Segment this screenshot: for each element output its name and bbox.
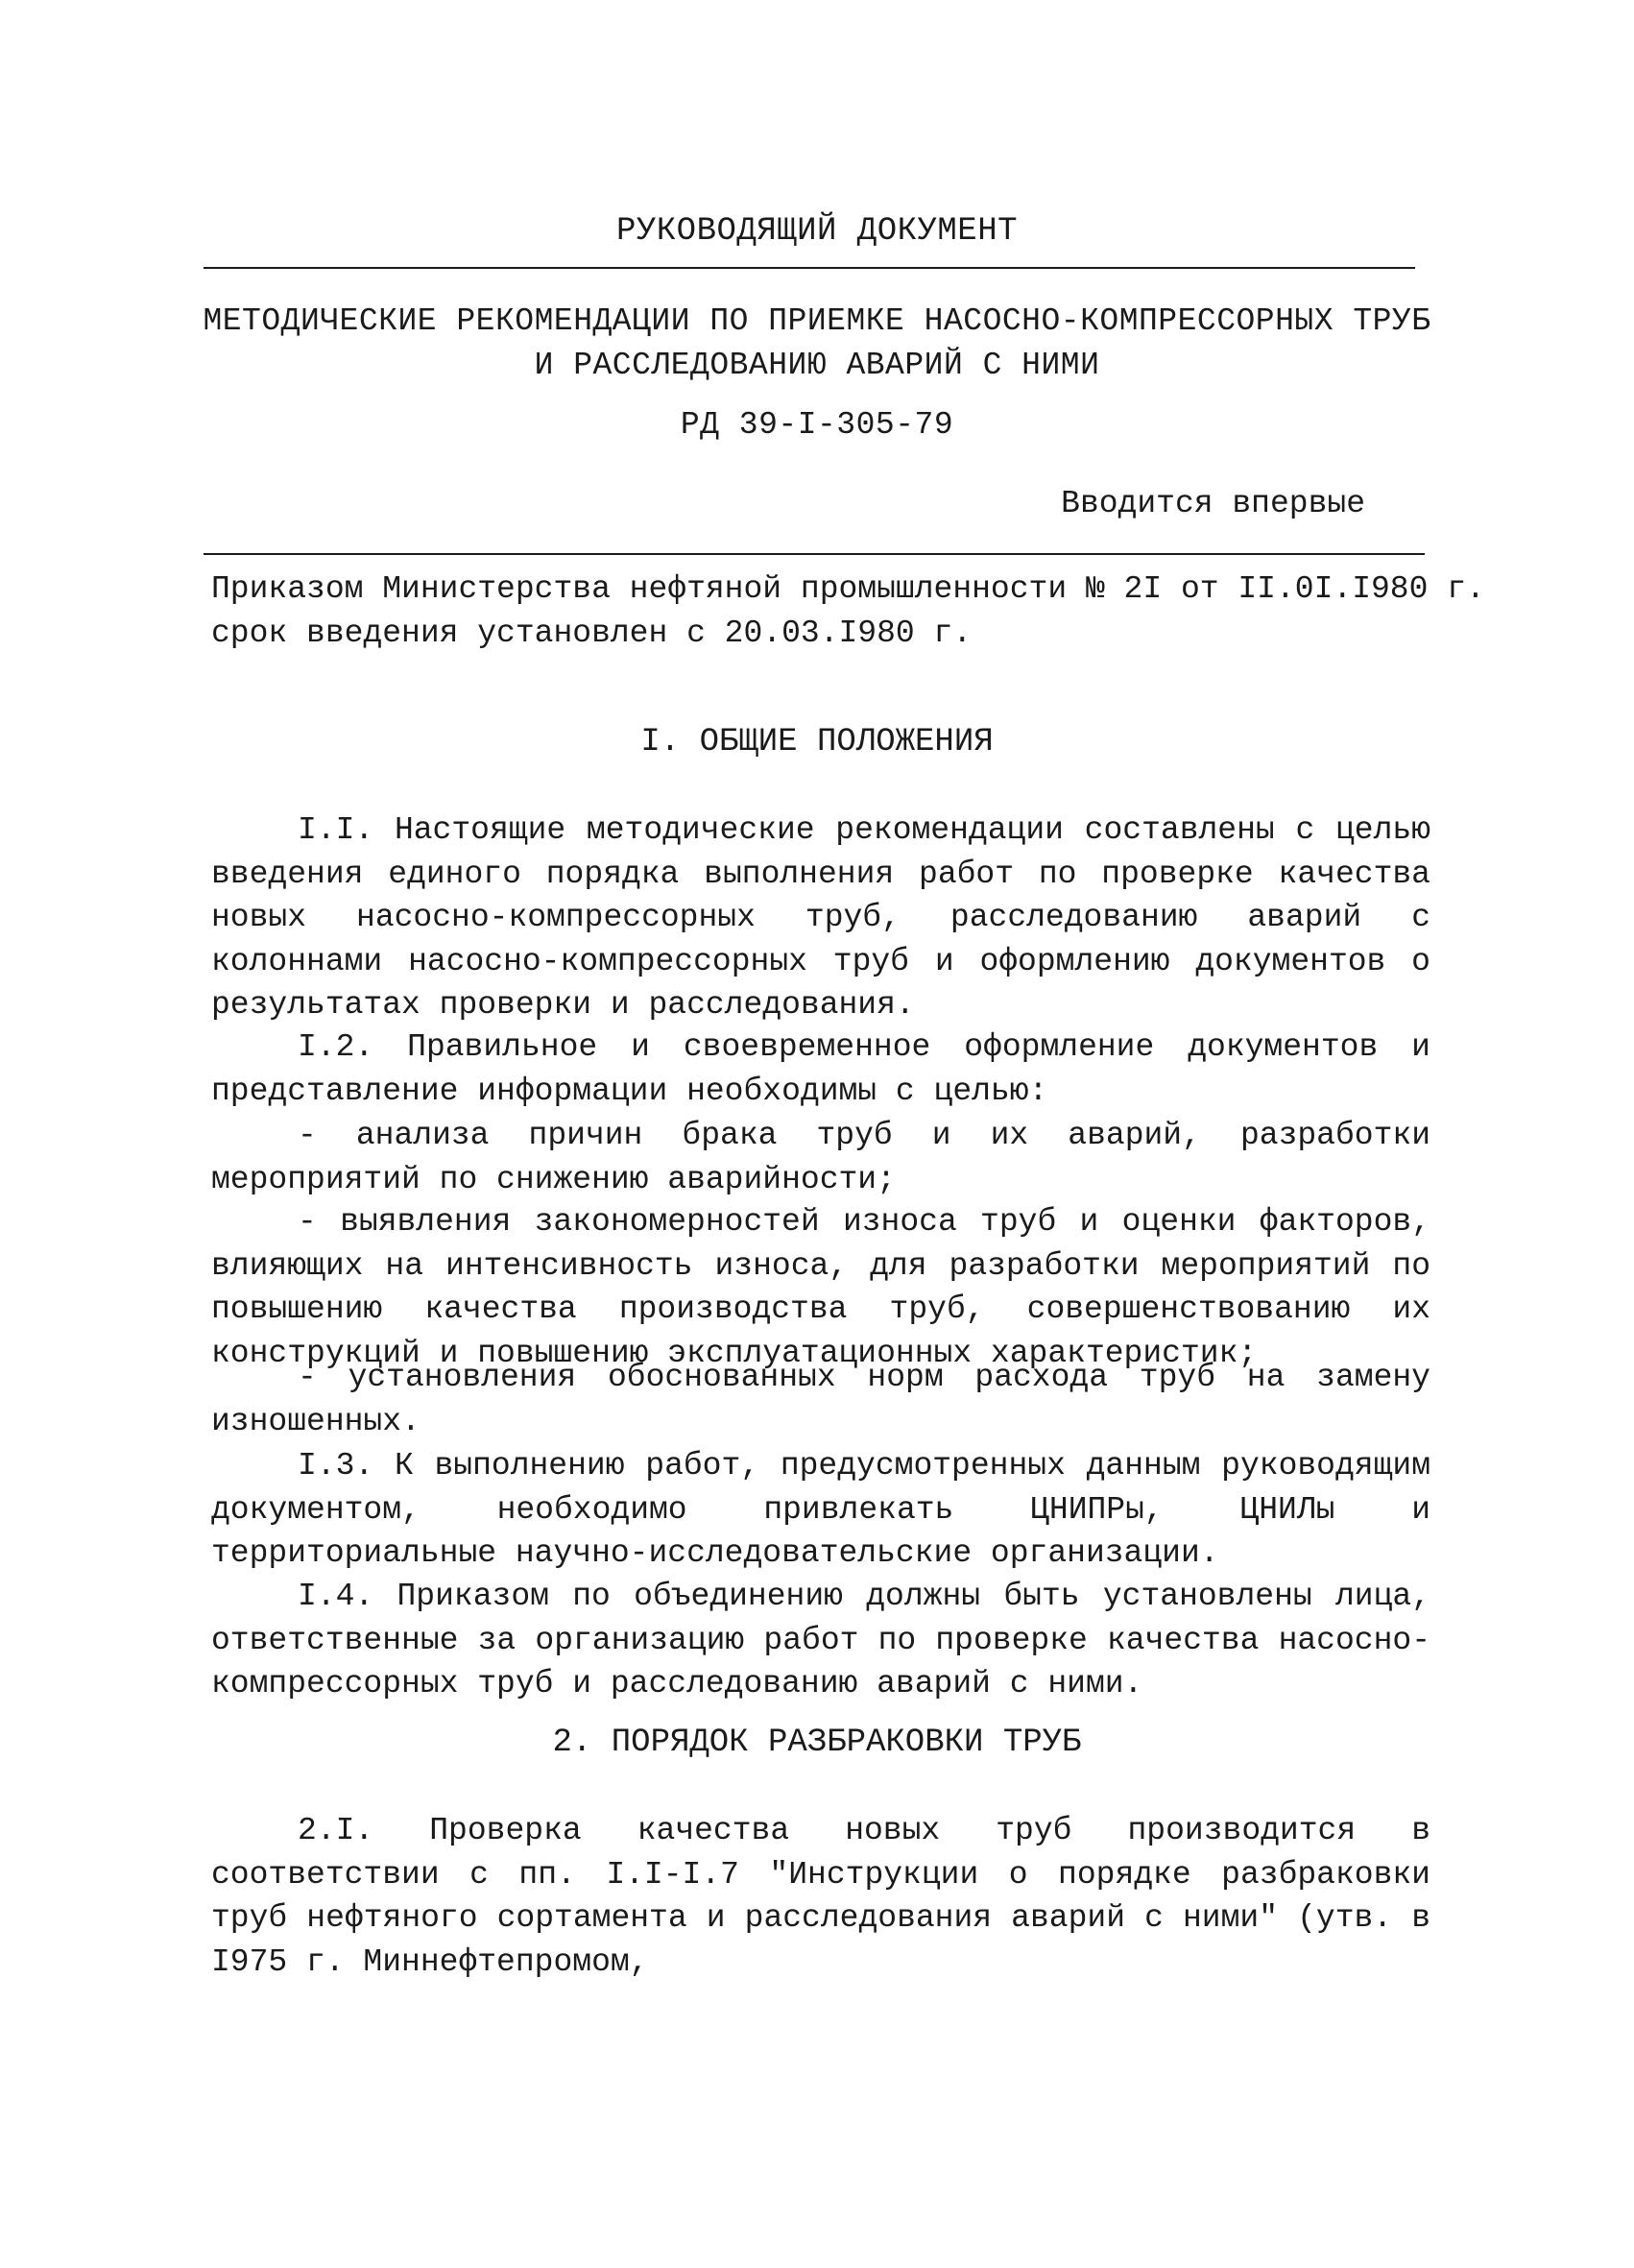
paragraph-1-1: I.I. Настоящие методические рекомендации составлены с целью введения единого порядка выполнения работ по проверке качества новых насосно-компрессорных труб, расследованию аварий с колоннами насосно-компрессорных труб и оформлению документов о результатах проверки и расследования.: [211, 812, 1430, 1023]
paragraph-1-3: I.3. К выполнению работ, предусмотренных данным руководящим документом, необходимо привлекать ЦНИПРы, ЦНИЛы и территориальные научно-исследовательские организации.: [211, 1448, 1430, 1571]
paragraph-2-1: 2.I. Проверка качества новых труб производится в соответствии с пп. I.I-I.7 "Инструкции о порядке разбраковки труб нефтяного сортамента и расследования аварий с ними" (утв. в I975 г. Миннефтепромом,: [211, 1813, 1430, 1980]
document-status: Вводится впервые: [1061, 486, 1365, 521]
order-line-2: срок введения установлен с 20.03.I980 г.: [211, 615, 973, 651]
document-title-line2: И РАССЛЕДОВАНИЮ АВАРИЙ С НИМИ: [534, 348, 1100, 383]
status-divider: [204, 553, 1425, 555]
header-divider: [204, 267, 1415, 269]
paragraph-1-2-item-2: - выявления закономерностей износа труб и оценки факторов, влияющих на интенсивность износа, для разработки мероприятий по повышению качества производства труб, совершенствованию их конструкций и повышению эксплуатационных характеристик;: [211, 1204, 1430, 1371]
document-type-heading: РУКОВОДЯЩИЙ ДОКУМЕНТ: [615, 213, 1019, 250]
section-1-title: I. ОБЩИЕ ПОЛОЖЕНИЯ: [640, 724, 994, 760]
document-code: РД 39-I-305-79: [680, 407, 954, 443]
paragraph-1-4: I.4. Приказом по объединению должны быть установлены лица, ответственные за организацию работ по проверке качества насосно-компрессорных труб и расследованию аварий с ними.: [211, 1579, 1430, 1701]
section-2-title: 2. ПОРЯДОК РАЗБРАКОВКИ ТРУБ: [552, 1725, 1082, 1761]
order-line-1: Приказом Министерства нефтяной промышленности № 2I от II.0I.I980 г.: [211, 571, 1485, 607]
paragraph-1-2-item-3: - установления обоснованных норм расхода труб на замену изношенных.: [211, 1360, 1430, 1439]
paragraph-1-2-item-1: - анализа причин брака труб и их аварий, разработки мероприятий по снижению аварийности;: [211, 1118, 1430, 1197]
paragraph-1-2: I.2. Правильное и своевременное оформление документов и представление информации необходимы с целью:: [211, 1029, 1430, 1109]
document-title-line1: МЕТОДИЧЕСКИЕ РЕКОМЕНДАЦИИ ПО ПРИЕМКЕ НАСОСНО-КОМПРЕССОРНЫХ ТРУБ: [203, 303, 1431, 339]
